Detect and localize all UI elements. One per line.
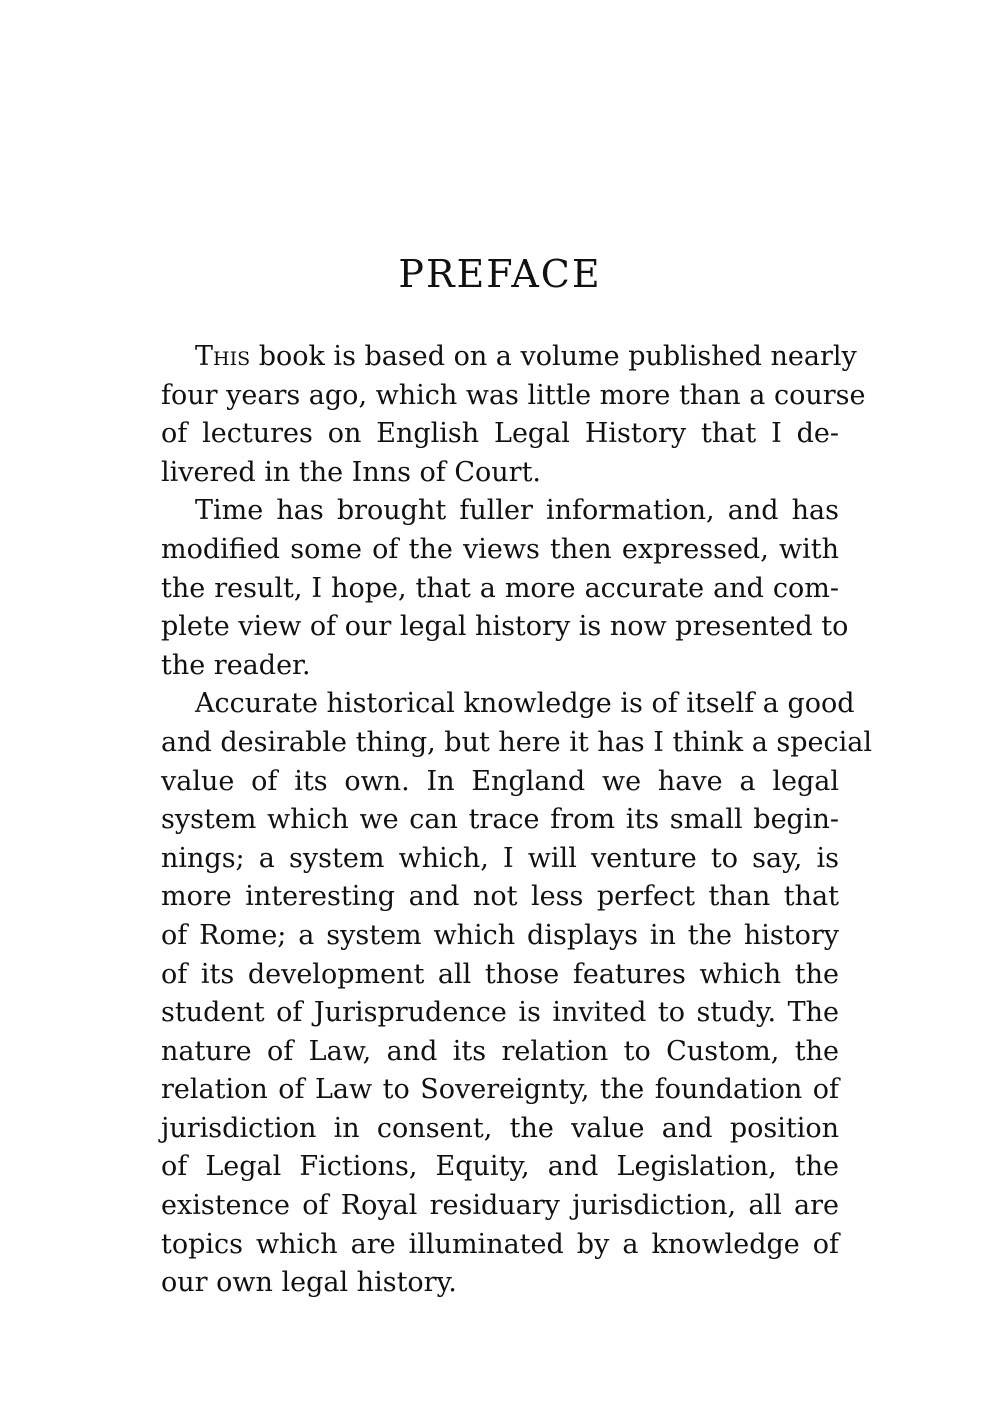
preface-body [161, 338, 872, 1303]
text-line: the result, I hope, that a more accurate and com- [161, 572, 839, 604]
text-line: student of Jurisprudence is invited to study. The [161, 997, 839, 1029]
text-line: the reader. [161, 649, 311, 681]
text-line: relation of Law to Sovereignty, the foundation of [161, 1074, 839, 1106]
text-line: existence of Royal residuary jurisdiction, all are [161, 1190, 839, 1222]
text-line: Time has brought fuller information, and has [195, 495, 839, 527]
text-line: value of its own. In England we have a legal [161, 765, 839, 797]
text-line: of Legal Fictions, Equity, and Legislation, the [161, 1151, 839, 1183]
page-title: PREFACE [398, 252, 602, 296]
paragraph-1 [161, 338, 866, 492]
text-line: of Rome; a system which displays in the history [161, 919, 839, 951]
text-line: four years ago, which was little more than a course [161, 379, 866, 411]
text-line: of lectures on English Legal History that I de- [161, 418, 839, 450]
text-line: topics which are illuminated by a knowledge of [161, 1228, 839, 1260]
text-line: our own legal history. [161, 1267, 457, 1299]
paragraph-3 [161, 685, 872, 1303]
text-line: more interesting and not less perfect than that [161, 881, 839, 913]
text-line: Accurate historical knowledge is of itself a good [195, 688, 855, 720]
text-line: system which we can trace from its small begin- [161, 804, 839, 836]
text-line: and desirable thing, but here it has I think a special [161, 726, 872, 758]
text-line: nature of Law, and its relation to Custom, the [161, 1035, 839, 1067]
text-line: nings; a system which, I will venture to say, is [161, 842, 839, 874]
text-line: modified some of the views then expressed, with [161, 533, 839, 565]
text-line: jurisdiction in consent, the value and position [161, 1112, 839, 1144]
text-line: of its development all those features which the [161, 958, 839, 990]
drop-word: This [195, 341, 251, 372]
text-line: This book is based on a volume published nearly [195, 341, 857, 372]
text-line: plete view of our legal history is now presented to [161, 611, 849, 643]
text-line: livered in the Inns of Court. [161, 456, 542, 488]
paragraph-2 [161, 492, 849, 685]
